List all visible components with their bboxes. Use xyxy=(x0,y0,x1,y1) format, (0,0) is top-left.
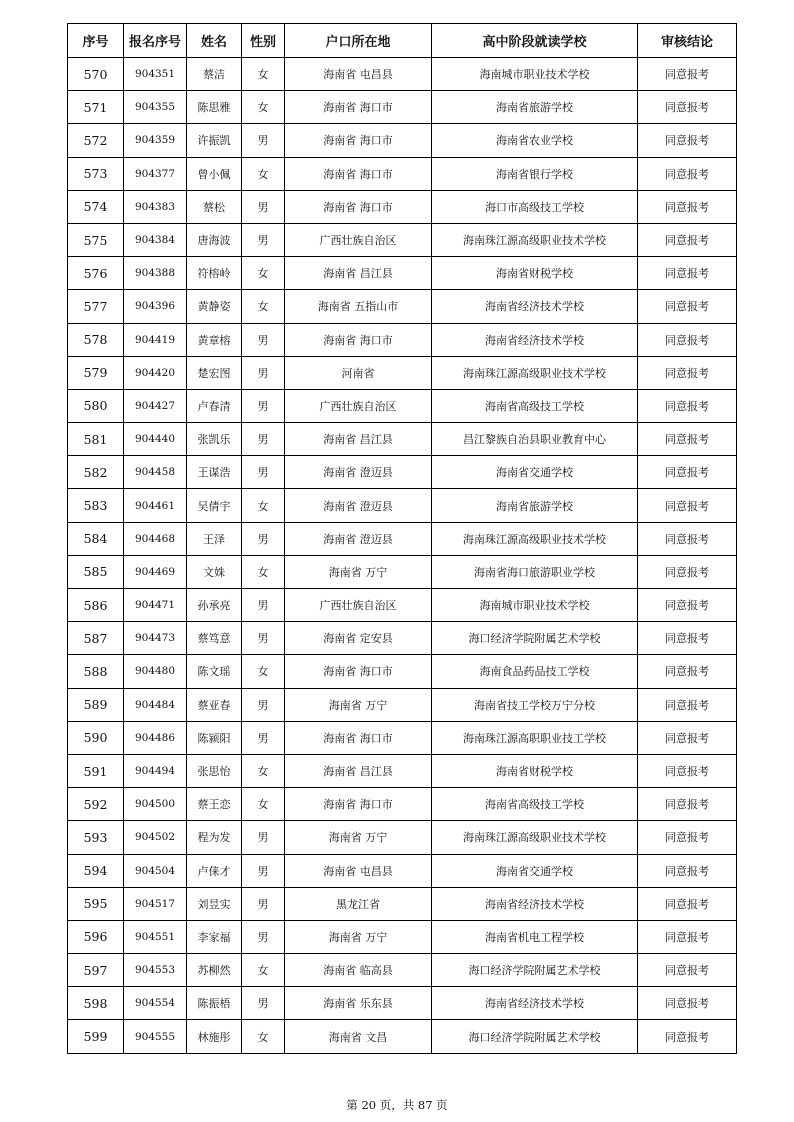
conclusion-cell: 同意报考 xyxy=(638,223,737,256)
seq-cell: 586 xyxy=(68,589,124,622)
hukou-cell: 海南省 海口市 xyxy=(285,91,432,124)
school-cell: 海南城市职业技术学校 xyxy=(432,58,638,91)
table-row xyxy=(68,91,737,124)
reg-no-cell: 904440 xyxy=(124,423,187,456)
name-cell: 陈思雅 xyxy=(187,91,242,124)
hukou-cell: 海南省 乐东县 xyxy=(285,987,432,1020)
conclusion-cell: 同意报考 xyxy=(638,688,737,721)
school-cell: 昌江黎族自治县职业教育中心 xyxy=(432,423,638,456)
hukou-cell: 海南省 海口市 xyxy=(285,190,432,223)
name-cell: 苏柳然 xyxy=(187,954,242,987)
conclusion-cell: 同意报考 xyxy=(638,788,737,821)
hukou-cell: 海南省 昌江县 xyxy=(285,423,432,456)
conclusion-cell: 同意报考 xyxy=(638,887,737,920)
table-row xyxy=(68,323,737,356)
gender-cell: 女 xyxy=(242,91,285,124)
gender-cell: 男 xyxy=(242,423,285,456)
gender-cell: 男 xyxy=(242,622,285,655)
seq-cell: 588 xyxy=(68,655,124,688)
reg-no-cell: 904355 xyxy=(124,91,187,124)
table-row xyxy=(68,356,737,389)
gender-cell: 男 xyxy=(242,987,285,1020)
gender-cell: 男 xyxy=(242,721,285,754)
school-cell: 海南省高级技工学校 xyxy=(432,389,638,422)
reg-no-cell: 904468 xyxy=(124,522,187,555)
gender-cell: 男 xyxy=(242,190,285,223)
seq-cell: 581 xyxy=(68,423,124,456)
seq-cell: 594 xyxy=(68,854,124,887)
hukou-cell: 海南省 澄迈县 xyxy=(285,489,432,522)
school-cell: 海南省经济技术学校 xyxy=(432,887,638,920)
name-cell: 卢春清 xyxy=(187,389,242,422)
reg-no-cell: 904471 xyxy=(124,589,187,622)
school-cell: 海南省经济技术学校 xyxy=(432,290,638,323)
school-cell: 海南省机电工程学校 xyxy=(432,920,638,953)
conclusion-cell: 同意报考 xyxy=(638,920,737,953)
hukou-cell: 海南省 临高县 xyxy=(285,954,432,987)
header-gender: 性别 xyxy=(242,24,285,58)
table-row xyxy=(68,124,737,157)
reg-no-cell: 904420 xyxy=(124,356,187,389)
seq-cell: 587 xyxy=(68,622,124,655)
reg-no-cell: 904388 xyxy=(124,257,187,290)
hukou-cell: 海南省 海口市 xyxy=(285,124,432,157)
reg-no-cell: 904494 xyxy=(124,754,187,787)
name-cell: 蔡亚春 xyxy=(187,688,242,721)
reg-no-cell: 904517 xyxy=(124,887,187,920)
conclusion-cell: 同意报考 xyxy=(638,821,737,854)
school-cell: 海南省高级技工学校 xyxy=(432,788,638,821)
seq-cell: 579 xyxy=(68,356,124,389)
school-cell: 海南城市职业技术学校 xyxy=(432,589,638,622)
school-cell: 海南省经济技术学校 xyxy=(432,987,638,1020)
gender-cell: 男 xyxy=(242,356,285,389)
table-row xyxy=(68,987,737,1020)
school-cell: 海南省农业学校 xyxy=(432,124,638,157)
school-cell: 海南省海口旅游职业学校 xyxy=(432,555,638,588)
conclusion-cell: 同意报考 xyxy=(638,190,737,223)
table-row xyxy=(68,954,737,987)
school-cell: 海南珠江源高级职业技术学校 xyxy=(432,223,638,256)
seq-cell: 596 xyxy=(68,920,124,953)
school-cell: 海口经济学院附属艺术学校 xyxy=(432,1020,638,1053)
table-row xyxy=(68,489,737,522)
conclusion-cell: 同意报考 xyxy=(638,423,737,456)
name-cell: 蔡王恋 xyxy=(187,788,242,821)
reg-no-cell: 904551 xyxy=(124,920,187,953)
gender-cell: 女 xyxy=(242,157,285,190)
table-row xyxy=(68,821,737,854)
hukou-cell: 海南省 屯昌县 xyxy=(285,58,432,91)
name-cell: 文姝 xyxy=(187,555,242,588)
seq-cell: 585 xyxy=(68,555,124,588)
table-row xyxy=(68,920,737,953)
name-cell: 楚宏图 xyxy=(187,356,242,389)
conclusion-cell: 同意报考 xyxy=(638,987,737,1020)
school-cell: 海南省技工学校万宁分校 xyxy=(432,688,638,721)
name-cell: 刘昱实 xyxy=(187,887,242,920)
table-row xyxy=(68,423,737,456)
table-row xyxy=(68,389,737,422)
conclusion-cell: 同意报考 xyxy=(638,522,737,555)
school-cell: 海口经济学院附属艺术学校 xyxy=(432,622,638,655)
gender-cell: 男 xyxy=(242,223,285,256)
name-cell: 符榕岭 xyxy=(187,257,242,290)
school-cell: 海口市高级技工学校 xyxy=(432,190,638,223)
name-cell: 孙承亮 xyxy=(187,589,242,622)
school-cell: 海南省交通学校 xyxy=(432,854,638,887)
name-cell: 黄章榕 xyxy=(187,323,242,356)
gender-cell: 男 xyxy=(242,589,285,622)
header-hukou: 户口所在地 xyxy=(285,24,432,58)
table-row xyxy=(68,1020,737,1053)
name-cell: 张凯乐 xyxy=(187,423,242,456)
gender-cell: 女 xyxy=(242,58,285,91)
applicant-table xyxy=(67,23,737,1054)
name-cell: 张思怡 xyxy=(187,754,242,787)
table-row xyxy=(68,788,737,821)
conclusion-cell: 同意报考 xyxy=(638,290,737,323)
hukou-cell: 海南省 万宁 xyxy=(285,688,432,721)
hukou-cell: 海南省 海口市 xyxy=(285,721,432,754)
name-cell: 黄静姿 xyxy=(187,290,242,323)
table-row xyxy=(68,887,737,920)
school-cell: 海南珠江源高级职业技术学校 xyxy=(432,821,638,854)
hukou-cell: 海南省 海口市 xyxy=(285,655,432,688)
gender-cell: 女 xyxy=(242,555,285,588)
hukou-cell: 海南省 五指山市 xyxy=(285,290,432,323)
school-cell: 海南省银行学校 xyxy=(432,157,638,190)
name-cell: 蔡松 xyxy=(187,190,242,223)
reg-no-cell: 904351 xyxy=(124,58,187,91)
reg-no-cell: 904504 xyxy=(124,854,187,887)
conclusion-cell: 同意报考 xyxy=(638,721,737,754)
seq-cell: 593 xyxy=(68,821,124,854)
conclusion-cell: 同意报考 xyxy=(638,389,737,422)
reg-no-cell: 904469 xyxy=(124,555,187,588)
header-conclusion: 审核结论 xyxy=(638,24,737,58)
gender-cell: 女 xyxy=(242,1020,285,1053)
seq-cell: 591 xyxy=(68,754,124,787)
hukou-cell: 广西壮族自治区 xyxy=(285,389,432,422)
conclusion-cell: 同意报考 xyxy=(638,257,737,290)
table-row xyxy=(68,522,737,555)
name-cell: 王泽 xyxy=(187,522,242,555)
name-cell: 吴倩宇 xyxy=(187,489,242,522)
hukou-cell: 海南省 昌江县 xyxy=(285,754,432,787)
table-row xyxy=(68,157,737,190)
conclusion-cell: 同意报考 xyxy=(638,489,737,522)
name-cell: 卢俫才 xyxy=(187,854,242,887)
table-row xyxy=(68,688,737,721)
gender-cell: 女 xyxy=(242,954,285,987)
gender-cell: 男 xyxy=(242,456,285,489)
reg-no-cell: 904359 xyxy=(124,124,187,157)
table-row xyxy=(68,721,737,754)
table-row xyxy=(68,456,737,489)
seq-cell: 578 xyxy=(68,323,124,356)
seq-cell: 583 xyxy=(68,489,124,522)
conclusion-cell: 同意报考 xyxy=(638,1020,737,1053)
conclusion-cell: 同意报考 xyxy=(638,91,737,124)
table-row xyxy=(68,754,737,787)
table-row xyxy=(68,622,737,655)
reg-no-cell: 904383 xyxy=(124,190,187,223)
reg-no-cell: 904458 xyxy=(124,456,187,489)
hukou-cell: 海南省 澄迈县 xyxy=(285,456,432,489)
name-cell: 蔡洁 xyxy=(187,58,242,91)
conclusion-cell: 同意报考 xyxy=(638,954,737,987)
seq-cell: 584 xyxy=(68,522,124,555)
page-number: 第 20 页，共 87 页 xyxy=(346,1098,448,1112)
gender-cell: 女 xyxy=(242,788,285,821)
reg-no-cell: 904377 xyxy=(124,157,187,190)
hukou-cell: 海南省 万宁 xyxy=(285,821,432,854)
gender-cell: 男 xyxy=(242,389,285,422)
reg-no-cell: 904486 xyxy=(124,721,187,754)
name-cell: 陈文瑶 xyxy=(187,655,242,688)
name-cell: 陈振梧 xyxy=(187,987,242,1020)
conclusion-cell: 同意报考 xyxy=(638,622,737,655)
hukou-cell: 海南省 文昌 xyxy=(285,1020,432,1053)
hukou-cell: 海南省 澄迈县 xyxy=(285,522,432,555)
seq-cell: 580 xyxy=(68,389,124,422)
school-cell: 海南省经济技术学校 xyxy=(432,323,638,356)
gender-cell: 男 xyxy=(242,688,285,721)
hukou-cell: 海南省 万宁 xyxy=(285,555,432,588)
gender-cell: 女 xyxy=(242,489,285,522)
seq-cell: 571 xyxy=(68,91,124,124)
table-row xyxy=(68,655,737,688)
table-header-row xyxy=(68,24,737,58)
name-cell: 许振凯 xyxy=(187,124,242,157)
header-reg-no: 报名序号 xyxy=(124,24,187,58)
seq-cell: 599 xyxy=(68,1020,124,1053)
name-cell: 曾小佩 xyxy=(187,157,242,190)
hukou-cell: 海南省 定安县 xyxy=(285,622,432,655)
seq-cell: 577 xyxy=(68,290,124,323)
header-name: 姓名 xyxy=(187,24,242,58)
header-school: 高中阶段就读学校 xyxy=(432,24,638,58)
seq-cell: 582 xyxy=(68,456,124,489)
table-row xyxy=(68,854,737,887)
seq-cell: 573 xyxy=(68,157,124,190)
gender-cell: 女 xyxy=(242,290,285,323)
table-row xyxy=(68,223,737,256)
hukou-cell: 黑龙江省 xyxy=(285,887,432,920)
school-cell: 海南珠江源高级职业技术学校 xyxy=(432,522,638,555)
hukou-cell: 海南省 海口市 xyxy=(285,323,432,356)
reg-no-cell: 904427 xyxy=(124,389,187,422)
conclusion-cell: 同意报考 xyxy=(638,854,737,887)
reg-no-cell: 904473 xyxy=(124,622,187,655)
name-cell: 蔡笃意 xyxy=(187,622,242,655)
seq-cell: 598 xyxy=(68,987,124,1020)
seq-cell: 595 xyxy=(68,887,124,920)
hukou-cell: 广西壮族自治区 xyxy=(285,589,432,622)
school-cell: 海南食品药品技工学校 xyxy=(432,655,638,688)
reg-no-cell: 904500 xyxy=(124,788,187,821)
school-cell: 海南省财税学校 xyxy=(432,754,638,787)
reg-no-cell: 904484 xyxy=(124,688,187,721)
school-cell: 海南珠江源高职职业技工学校 xyxy=(432,721,638,754)
conclusion-cell: 同意报考 xyxy=(638,456,737,489)
gender-cell: 男 xyxy=(242,821,285,854)
reg-no-cell: 904502 xyxy=(124,821,187,854)
hukou-cell: 海南省 海口市 xyxy=(285,788,432,821)
name-cell: 陈颍阳 xyxy=(187,721,242,754)
seq-cell: 575 xyxy=(68,223,124,256)
name-cell: 王谋浩 xyxy=(187,456,242,489)
seq-cell: 592 xyxy=(68,788,124,821)
hukou-cell: 海南省 昌江县 xyxy=(285,257,432,290)
hukou-cell: 海南省 万宁 xyxy=(285,920,432,953)
conclusion-cell: 同意报考 xyxy=(638,555,737,588)
conclusion-cell: 同意报考 xyxy=(638,323,737,356)
gender-cell: 女 xyxy=(242,257,285,290)
reg-no-cell: 904461 xyxy=(124,489,187,522)
gender-cell: 男 xyxy=(242,920,285,953)
conclusion-cell: 同意报考 xyxy=(638,124,737,157)
reg-no-cell: 904396 xyxy=(124,290,187,323)
school-cell: 海南省旅游学校 xyxy=(432,489,638,522)
name-cell: 唐海波 xyxy=(187,223,242,256)
hukou-cell: 海南省 海口市 xyxy=(285,157,432,190)
gender-cell: 男 xyxy=(242,854,285,887)
seq-cell: 572 xyxy=(68,124,124,157)
conclusion-cell: 同意报考 xyxy=(638,655,737,688)
table-row xyxy=(68,589,737,622)
school-cell: 海南珠江源高级职业技术学校 xyxy=(432,356,638,389)
gender-cell: 女 xyxy=(242,754,285,787)
header-seq: 序号 xyxy=(68,24,124,58)
school-cell: 海南省财税学校 xyxy=(432,257,638,290)
seq-cell: 576 xyxy=(68,257,124,290)
school-cell: 海南省旅游学校 xyxy=(432,91,638,124)
conclusion-cell: 同意报考 xyxy=(638,589,737,622)
seq-cell: 597 xyxy=(68,954,124,987)
reg-no-cell: 904555 xyxy=(124,1020,187,1053)
hukou-cell: 海南省 屯昌县 xyxy=(285,854,432,887)
table-row xyxy=(68,257,737,290)
reg-no-cell: 904419 xyxy=(124,323,187,356)
gender-cell: 男 xyxy=(242,323,285,356)
reg-no-cell: 904553 xyxy=(124,954,187,987)
gender-cell: 男 xyxy=(242,522,285,555)
gender-cell: 男 xyxy=(242,887,285,920)
table-row xyxy=(68,555,737,588)
gender-cell: 女 xyxy=(242,655,285,688)
name-cell: 李家福 xyxy=(187,920,242,953)
table-row xyxy=(68,290,737,323)
conclusion-cell: 同意报考 xyxy=(638,157,737,190)
reg-no-cell: 904384 xyxy=(124,223,187,256)
conclusion-cell: 同意报考 xyxy=(638,754,737,787)
reg-no-cell: 904480 xyxy=(124,655,187,688)
school-cell: 海南省交通学校 xyxy=(432,456,638,489)
hukou-cell: 广西壮族自治区 xyxy=(285,223,432,256)
hukou-cell: 河南省 xyxy=(285,356,432,389)
name-cell: 程为发 xyxy=(187,821,242,854)
table-body xyxy=(68,58,737,1054)
conclusion-cell: 同意报考 xyxy=(638,356,737,389)
seq-cell: 570 xyxy=(68,58,124,91)
school-cell: 海口经济学院附属艺术学校 xyxy=(432,954,638,987)
conclusion-cell: 同意报考 xyxy=(638,58,737,91)
gender-cell: 男 xyxy=(242,124,285,157)
seq-cell: 590 xyxy=(68,721,124,754)
table-row xyxy=(68,58,737,91)
seq-cell: 574 xyxy=(68,190,124,223)
table-row xyxy=(68,190,737,223)
reg-no-cell: 904554 xyxy=(124,987,187,1020)
seq-cell: 589 xyxy=(68,688,124,721)
name-cell: 林施彤 xyxy=(187,1020,242,1053)
